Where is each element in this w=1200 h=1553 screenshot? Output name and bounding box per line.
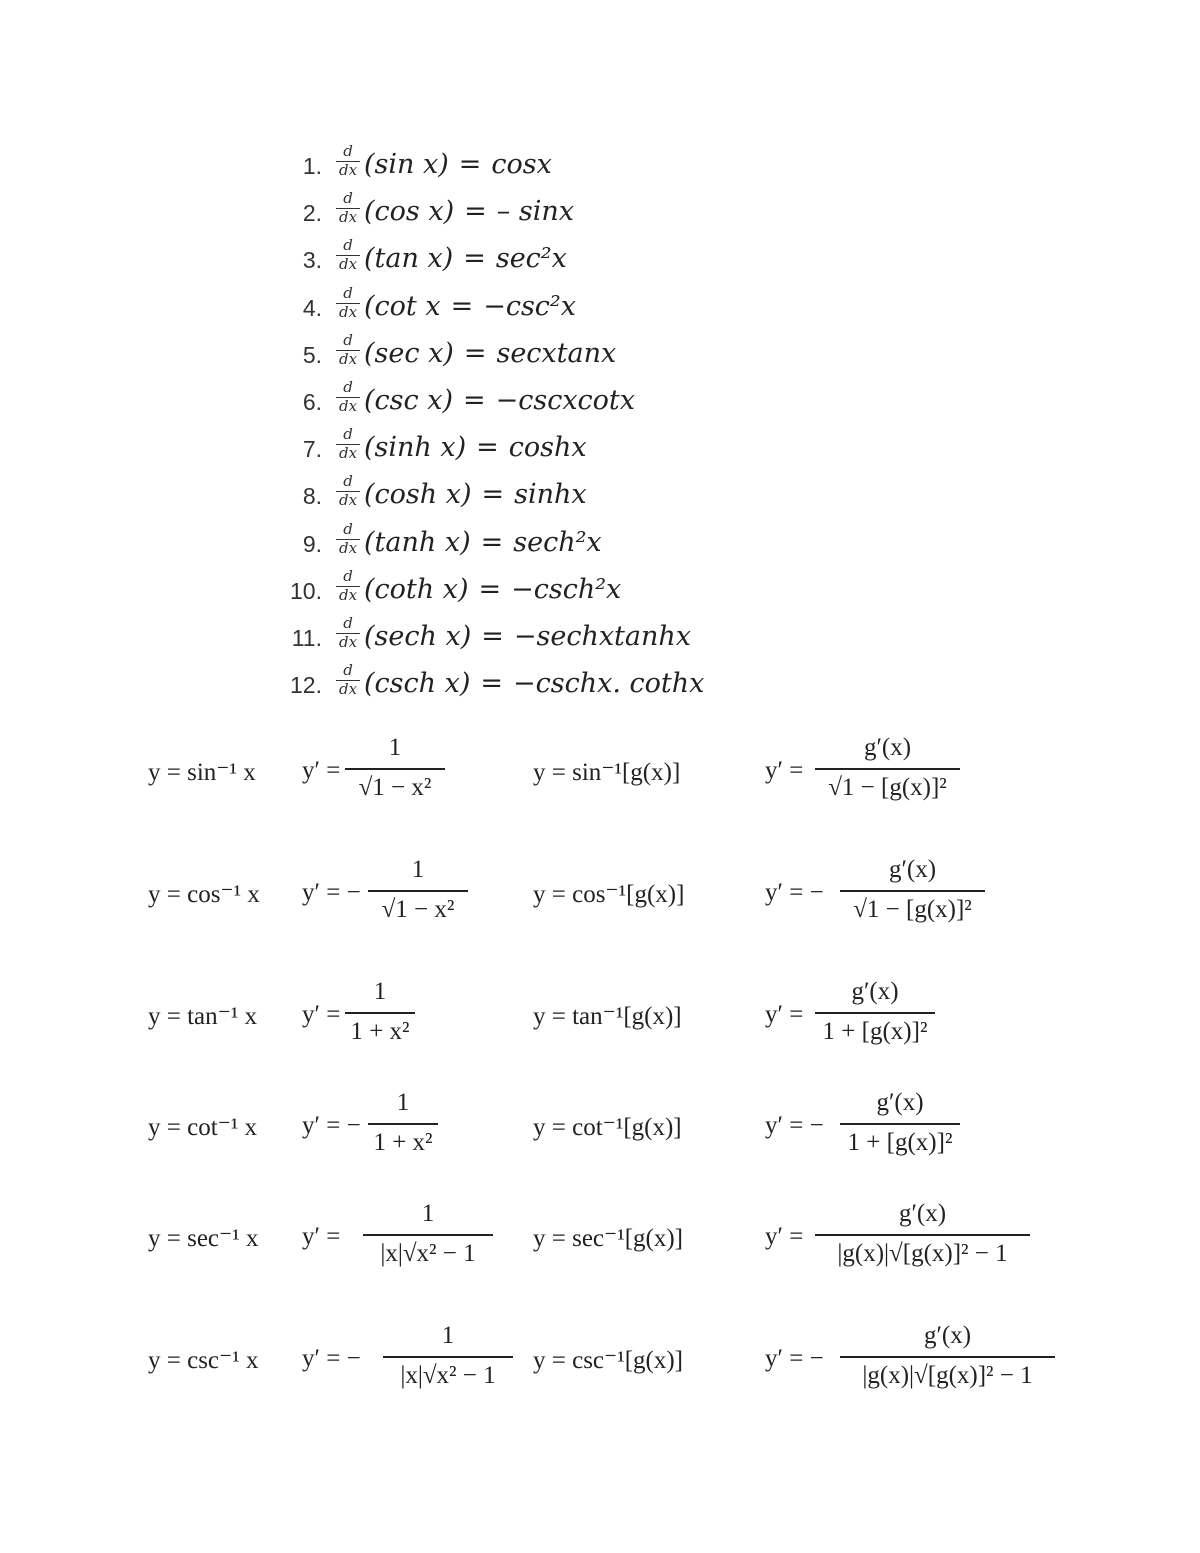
formula-rhs: secxtanx [496,337,617,369]
derivative-formula: (tan x) = sec²x [364,243,567,275]
formula-rhs: sec²x [495,243,567,275]
formula-lhs: (sech x) [364,621,472,652]
fraction-numerator: 1 [345,978,415,1014]
formula-rhs: sech²x [513,526,602,558]
derivative-operator: d dx [336,237,360,273]
item-number: 12. [290,672,322,699]
derivative-list-item [0,568,1200,615]
derivative-fraction [363,1200,493,1268]
composite-inverse-function: y = cos⁻¹[g(x)] [533,881,685,908]
item-number: 7. [302,436,322,463]
derivative-formula: (csc x) = −cscxcotx [364,385,636,416]
formula-lhs: (csc x) [364,385,453,416]
item-number: 3. [302,247,322,274]
derivative-prefix: y′ = − [302,1345,361,1372]
formula-rhs: sinhx [514,479,587,511]
composite-derivative-prefix: y′ = [765,1223,804,1250]
derivative-formula: (sec x) = secxtanx [364,337,617,369]
formula-lhs: (cos x) [364,196,455,228]
derivative-operator: d dx [336,521,360,557]
formula-rhs: coshx [508,432,587,464]
derivative-prefix: y′ = [302,1223,341,1250]
formula-lhs: (tan x) [364,243,454,275]
formula-lhs: (coth x) [364,573,469,605]
fraction-denominator: |g(x)|√[g(x)]² − 1 [837,1240,1008,1267]
derivative-fraction [345,734,445,802]
derivative-list-item [0,615,1200,662]
derivative-operator: d dx [336,426,360,462]
derivative-operator: d dx [336,285,360,321]
fraction-denominator: |x|√x² − 1 [380,1240,476,1267]
derivative-list-item [0,473,1200,520]
inverse-function: y = cos⁻¹ x [148,881,260,908]
formula-lhs: (csch x) [364,668,471,700]
derivative-operator: d dx [336,473,360,509]
fraction-numerator: 1 [383,1322,513,1358]
formula-rhs: −cschx. cothx [513,668,705,700]
derivative-list-item [0,190,1200,237]
derivative-list-item [0,521,1200,568]
fraction-numerator: g′(x) [815,1200,1030,1236]
inverse-function: y = csc⁻¹ x [148,1347,259,1374]
fraction-denominator: √1 − [g(x)]² [853,896,972,923]
formula-rhs: cosx [491,149,552,180]
composite-inverse-function: y = sin⁻¹[g(x)] [533,759,681,786]
inverse-function: y = sec⁻¹ x [148,1225,259,1252]
fraction-denominator: |x|√x² − 1 [400,1362,496,1389]
item-number: 6. [302,389,322,415]
item-number: 8. [302,483,322,510]
fraction-numerator: g′(x) [815,978,935,1014]
fraction-denominator: 1 + [g(x)]² [822,1018,928,1045]
composite-inverse-function: y = csc⁻¹[g(x)] [533,1347,684,1374]
derivative-prefix: y′ = − [302,879,361,906]
derivative-formula: (sin x) = cosx [364,149,552,180]
derivative-formula: (cot x = −csc²x [364,290,576,322]
derivative-list-item [0,143,1200,190]
composite-derivative-fraction [815,734,960,802]
derivative-list-item [0,332,1200,379]
fraction-denominator: √1 − x² [381,896,455,923]
inverse-function: y = tan⁻¹ x [148,1003,258,1030]
derivative-fraction [368,856,468,924]
formula-lhs: (sec x) [364,337,454,369]
derivative-operator: d dx [336,190,360,226]
derivative-prefix: y′ = [302,1001,341,1028]
derivative-operator: d dx [336,568,360,604]
fraction-numerator: 1 [363,1200,493,1236]
derivative-formula: (csch x) = −cschx. cothx [364,668,705,700]
formula-lhs: (tanh x) [364,526,471,558]
fraction-denominator: 1 + x² [373,1129,433,1156]
item-number: 5. [302,341,322,368]
derivative-list-item [0,285,1200,332]
fraction-numerator: 1 [368,856,468,892]
fraction-denominator: √1 − [g(x)]² [828,774,947,801]
item-number: 11. [291,625,322,651]
formula-lhs: (sinh x) [364,432,467,464]
formula-rhs: −csc²x [483,290,576,322]
derivative-list-item [0,426,1200,473]
fraction-numerator: g′(x) [815,734,960,770]
derivative-operator: d dx [336,662,360,698]
composite-derivative-fraction [840,856,985,924]
fraction-numerator: 1 [368,1089,438,1125]
formula-lhs: (cosh x) [364,479,472,511]
formula-lhs: (sin x) [364,149,449,180]
item-number: 1. [302,153,322,179]
inverse-function: y = sin⁻¹ x [148,759,256,786]
derivative-formula: (sinh x) = coshx [364,432,587,464]
composite-derivative-prefix: y′ = [765,1001,804,1028]
derivative-fraction [383,1322,513,1390]
derivative-operator: d dx [336,615,360,651]
derivative-operator: d dx [336,143,360,179]
composite-inverse-function: y = cot⁻¹[g(x)] [533,1114,682,1141]
fraction-numerator: g′(x) [840,856,985,892]
fraction-numerator: g′(x) [840,1322,1055,1358]
fraction-denominator: 1 + x² [350,1018,410,1045]
fraction-numerator: g′(x) [840,1089,960,1125]
fraction-denominator: |g(x)|√[g(x)]² − 1 [862,1362,1033,1389]
formula-rhs: – sinx [496,196,574,228]
item-number: 10. [290,577,322,604]
fraction-numerator: 1 [345,734,445,770]
item-number: 9. [302,530,322,557]
formula-rhs: −csch²x [511,573,622,605]
item-number: 2. [302,200,322,227]
derivative-prefix: y′ = [302,757,341,784]
composite-derivative-prefix: y′ = [765,757,804,784]
formula-rhs: −cscxcotx [495,385,636,416]
fraction-denominator: √1 − x² [358,774,432,801]
composite-derivative-prefix: y′ = − [765,879,824,906]
composite-derivative-fraction [815,1200,1030,1268]
composite-inverse-function: y = sec⁻¹[g(x)] [533,1225,684,1252]
composite-derivative-fraction [840,1322,1055,1390]
formula-lhs: (cot x [364,290,441,322]
derivative-list-item [0,379,1200,426]
derivative-fraction [368,1089,438,1157]
composite-derivative-fraction [840,1089,960,1157]
composite-derivative-fraction [815,978,935,1046]
derivative-fraction [345,978,415,1046]
item-number: 4. [302,294,322,321]
derivative-list-item [0,237,1200,284]
derivative-formula: (sech x) = −sechxtanhx [364,621,692,652]
composite-inverse-function: y = tan⁻¹[g(x)] [533,1003,682,1030]
derivative-operator: d dx [336,379,360,415]
derivative-formula: (coth x) = −csch²x [364,573,622,605]
formula-rhs: −sechxtanhx [513,621,692,652]
derivative-list-item [0,662,1200,709]
derivative-formula: (cosh x) = sinhx [364,479,587,511]
fraction-denominator: 1 + [g(x)]² [847,1129,953,1156]
derivative-prefix: y′ = − [302,1112,361,1139]
composite-derivative-prefix: y′ = − [765,1345,824,1372]
derivative-operator: d dx [336,332,360,368]
derivative-formula: (tanh x) = sech²x [364,526,602,558]
derivative-formula: (cos x) = – sinx [364,196,574,228]
inverse-function: y = cot⁻¹ x [148,1114,258,1141]
composite-derivative-prefix: y′ = − [765,1112,824,1139]
